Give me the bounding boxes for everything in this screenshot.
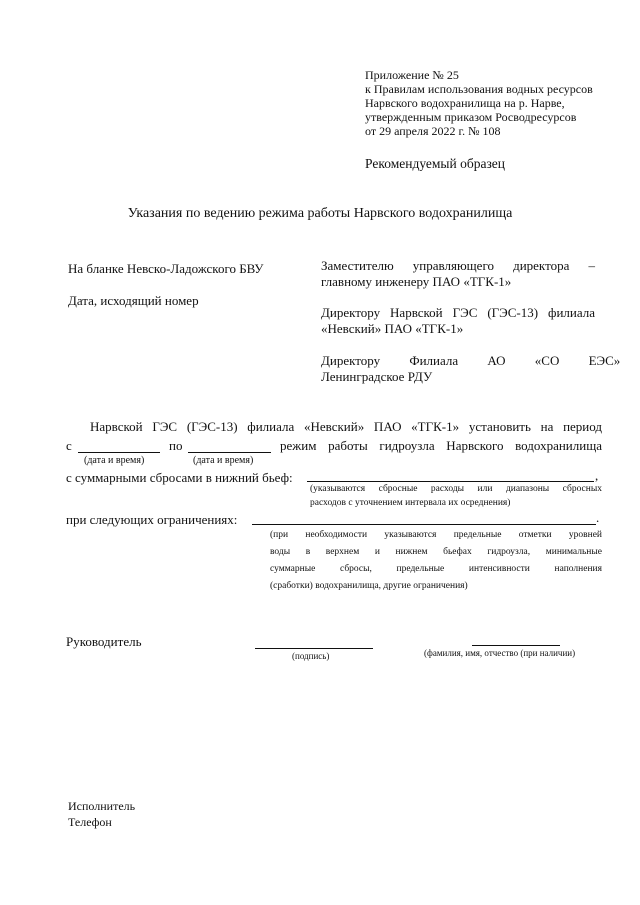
- appendix-line-3: Нарвского водохранилища на р. Нарве,: [365, 96, 565, 110]
- regime-text: режим работы гидроузла Нарвского водохранилища: [280, 438, 602, 453]
- phone-label: Телефон: [68, 815, 112, 829]
- full-name-line[interactable]: [472, 645, 560, 646]
- restrictions-hint: [270, 527, 602, 595]
- discharges-hint: [310, 482, 602, 510]
- appendix-line-1: Приложение № 25: [365, 68, 459, 82]
- to-label: по: [169, 438, 183, 453]
- executor-label: Исполнитель: [68, 799, 136, 813]
- restrictions-hint-line-4: (сработки) водохранилища, другие ограничения): [270, 581, 468, 591]
- recipient-2-line-1: Директору Нарвской ГЭС (ГЭС-13) филиала: [321, 305, 595, 320]
- discharges-comma: ,: [595, 468, 599, 483]
- regime-text-wrap: [280, 438, 602, 454]
- signature-line[interactable]: [255, 648, 373, 649]
- from-label: с: [66, 438, 72, 453]
- appendix-line-2: к Правилам использования водных ресурсов: [365, 82, 593, 96]
- body-line-1-text: Нарвской ГЭС (ГЭС-13) филиала «Невский» ПАО «ТГК-1» установить на период: [90, 419, 602, 434]
- body-line-1: [90, 419, 602, 435]
- appendix-line-4: утвержденным приказом Росводресурсов: [365, 110, 577, 124]
- sample-label: Рекомендуемый образец: [365, 156, 506, 171]
- to-date-line[interactable]: [188, 452, 271, 453]
- restrictions-hint-line-3: суммарные сбросы, предельные интенсивности наполнения: [270, 564, 602, 574]
- recipient-2-line-2: «Невский» ПАО «ТГК-1»: [321, 321, 464, 336]
- restrictions-field-line[interactable]: [252, 524, 596, 525]
- restrictions-hint-line-2: воды в верхнем и нижнем бьефах гидроузла, минимальные: [270, 547, 602, 557]
- signature-hint: (подпись): [292, 651, 330, 661]
- recipient-1-line-2: главному инженеру ПАО «ТГК-1»: [321, 274, 512, 289]
- recipient-3: [321, 353, 621, 385]
- full-name-hint: (фамилия, имя, отчество (при наличии): [424, 648, 576, 658]
- recipient-1: [321, 258, 595, 290]
- sender-letterhead: На бланке Невско-Ладожского БВУ: [68, 261, 264, 276]
- discharges-hint-line-2: расходов с уточнением интервала их осреднения): [310, 498, 511, 508]
- recipient-2: [321, 305, 595, 337]
- sender-date-number: Дата, исходящий номер: [68, 293, 199, 308]
- hint-from-date: (дата и время): [84, 455, 145, 466]
- from-date-line[interactable]: [78, 452, 160, 453]
- restrictions-hint-line-1: (при необходимости указываются предельные отметки уровней: [270, 530, 602, 540]
- appendix-header: [365, 68, 593, 138]
- discharges-label: с суммарными сбросами в нижний бьеф:: [66, 470, 293, 485]
- head-label: Руководитель: [66, 634, 142, 649]
- recipient-3-line-2: Ленинградское РДУ: [321, 369, 433, 384]
- restrictions-label: при следующих ограничениях:: [66, 512, 238, 527]
- discharges-hint-line-1: (указываются сбросные расходы или диапазоны сбросных: [310, 484, 602, 494]
- appendix-line-5: от 29 апреля 2022 г. № 108: [365, 124, 501, 138]
- recipient-1-line-1: Заместителю управляющего директора –: [321, 258, 595, 273]
- hint-to-date: (дата и время): [193, 455, 254, 466]
- recipient-3-line-1: Директору Филиала АО «СО ЕЭС»: [321, 353, 621, 368]
- restrictions-period: .: [596, 510, 600, 525]
- document-title: Указания по ведению режима работы Нарвского водохранилища: [127, 206, 513, 221]
